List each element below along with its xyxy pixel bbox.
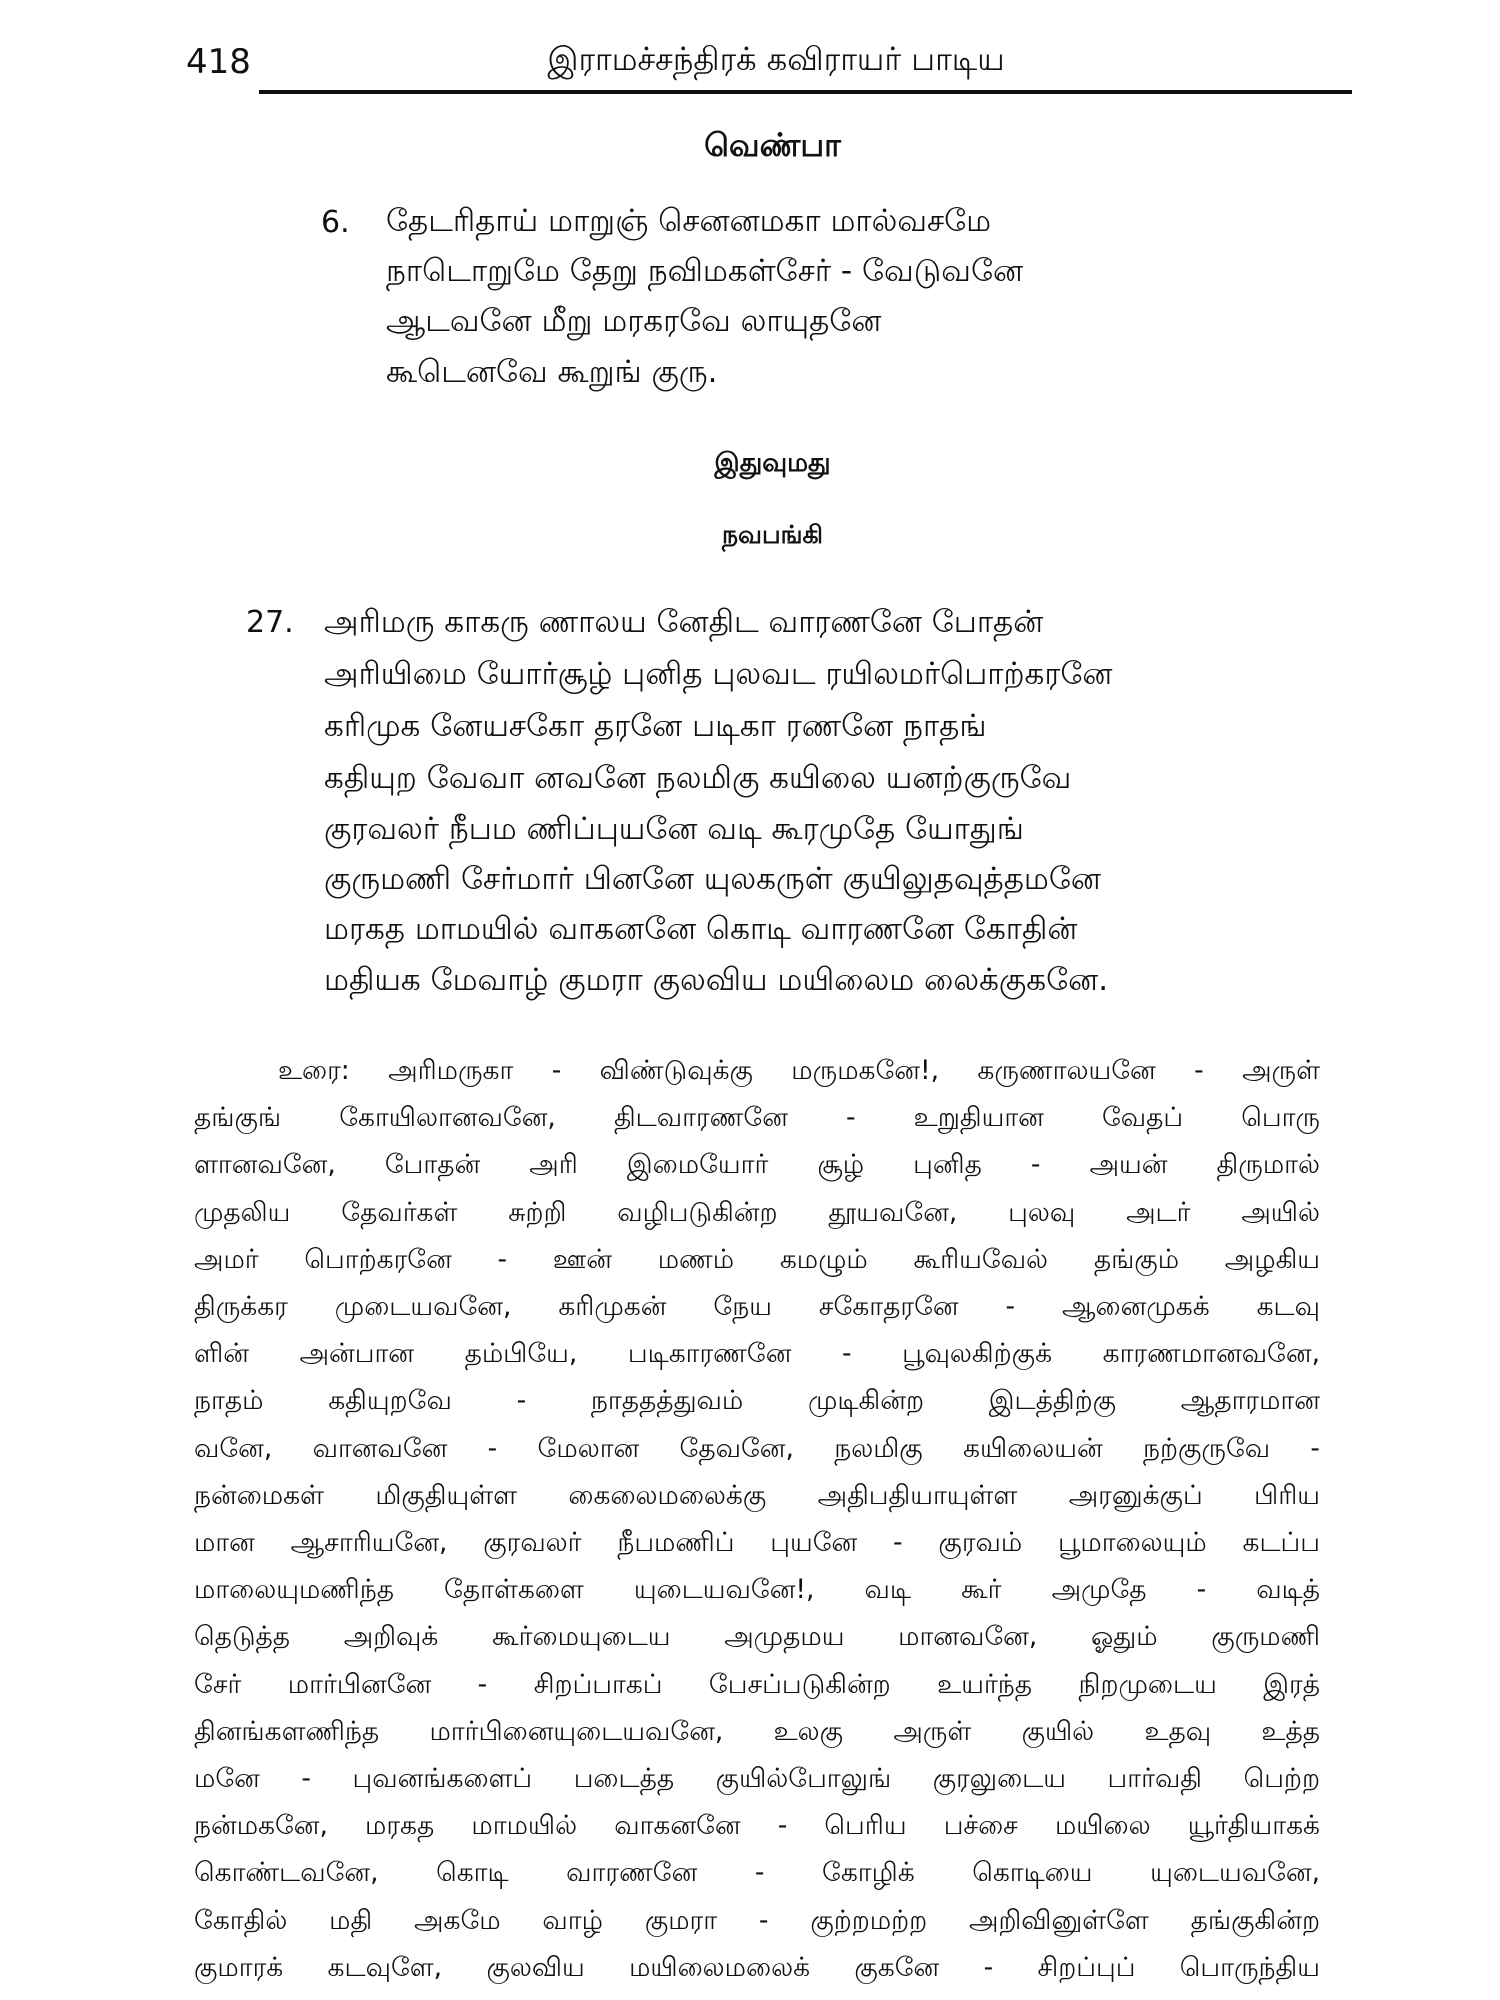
commentary-line: தங்குங் கோயிலானவனே, திடவாரணனே - உறுதியான வேதப் பொரு — [194, 1102, 1320, 1134]
running-title: இராமச்சந்திரக் கவிராயர் பாடிய — [547, 40, 1005, 78]
commentary-line: நாதம் கதியுறவே - நாததத்துவம் முடிகின்ற இடத்திற்கு ஆதாரமான — [194, 1385, 1320, 1417]
commentary-line: தெடுத்த அறிவுக் கூர்மையுடைய அமுதமய மானவனே, ஓதும் குருமணி — [194, 1621, 1320, 1653]
section-heading-venba: வெண்பா — [704, 126, 841, 164]
commentary-line: ளின் அன்பான தம்பியே, படிகாரணனே - பூவுலகிற்குக் காரணமானவனே, — [194, 1338, 1320, 1370]
verse-line: குருமணி சேர்மார் பினனே யுலகருள் குயிலுதவுத்தமனே — [324, 861, 1101, 897]
verse-line: அரிமரு காகரு ணாலய னேதிட வாரணனே போதன் — [324, 604, 1044, 640]
verse-line: மரகத மாமயில் வாகனனே கொடி வாரணனே கோதின் — [324, 911, 1078, 947]
commentary-line: உரை: அரிமருகா - விண்டுவுக்கு மருமகனே!, கருணாலயனே - அருள் — [278, 1055, 1320, 1086]
verse-line: கூடெனவே கூறுங் குரு. — [386, 354, 718, 390]
verse-number: 27. — [246, 605, 294, 640]
verse-line: அரியிமை யோர்சூழ் புனித புலவட ரயிலமர்பொற்கரனே — [324, 656, 1113, 692]
commentary-line: மனே - புவனங்களைப் படைத்த குயில்போலுங் குரலுடைய பார்வதி பெற்ற — [194, 1763, 1320, 1794]
header-rule — [259, 90, 1352, 94]
commentary-line: நன்மைகள் மிகுதியுள்ள கைலைமலைக்கு அதிபதியாயுள்ள அரனுக்குப் பிரிய — [194, 1479, 1320, 1511]
verse-line: கதியுற வேவா னவனே நலமிகு கயிலை யனற்குருவே — [324, 760, 1072, 796]
commentary-line: நன்மகனே, மரகத மாமயில் வாகனனே - பெரிய பச்சை மயிலை யூர்தியாகக் — [194, 1810, 1320, 1842]
page-number: 418 — [186, 42, 251, 82]
section-heading-idhuvumadhu: இதுவுமது — [714, 448, 831, 478]
commentary-line: மான ஆசாரியனே, குரவலர் நீபமணிப் புயனே - குரவம் பூமாலையும் கடப்ப — [194, 1527, 1320, 1558]
verse-line: மதியக மேவாழ் குமரா குலவிய மயிலைம லைக்குகனே. — [324, 962, 1109, 998]
commentary-line: ளானவனே, போதன் அரி இமையோர் சூழ் புனித - அயன் திருமால் — [194, 1149, 1320, 1181]
commentary-line: முதலிய தேவர்கள் சுற்றி வழிபடுகின்ற தூயவனே, புலவு அடர் அயில் — [194, 1196, 1320, 1228]
verse-line: குரவலர் நீபம ணிப்புயனே வடி கூரமுதே யோதுங் — [324, 811, 1024, 847]
commentary-line: கோதில் மதி அகமே வாழ் குமரா - குற்றமற்ற அறிவினுள்ளே தங்குகின்ற — [194, 1904, 1320, 1936]
commentary-line: மாலையுமணிந்த தோள்களை யுடையவனே!, வடி கூர் அமுதே - வடித் — [194, 1574, 1320, 1606]
verse-line: கரிமுக னேயசகோ தரனே படிகா ரணனே நாதங் — [324, 708, 987, 744]
verse-line: ஆடவனே மீறு மரகரவே லாயுதனே — [386, 303, 882, 339]
section-subheading-navabangi: நவபங்கி — [722, 520, 823, 549]
commentary-line: சேர் மார்பினனே - சிறப்பாகப் பேசப்படுகின்ற உயர்ந்த நிறமுடைய இரத் — [194, 1668, 1320, 1700]
verse-line: நாடொறுமே தேறு நவிமகள்சேர் - வேடுவனே — [386, 253, 1024, 289]
commentary-line: குமாரக் கடவுளே, குலவிய மயிலைமலைக் குகனே - சிறப்புப் பொருந்திய — [194, 1951, 1320, 1983]
commentary-line: தினங்களணிந்த மார்பினையுடையவனே, உலகு அருள் குயில் உதவு உத்த — [194, 1715, 1320, 1747]
commentary-line: அமர் பொற்கரனே - ஊன் மணம் கமழும் கூரியவேல் தங்கும் அழகிய — [194, 1243, 1320, 1275]
commentary-line: கொண்டவனே, கொடி வாரணனே - கோழிக் கொடியை யுடையவனே, — [194, 1857, 1320, 1889]
commentary-line: திருக்கர முடையவனே, கரிமுகன் நேய சகோதரனே - ஆனைமுகக் கடவு — [194, 1291, 1320, 1322]
commentary-line: வனே, வானவனே - மேலான தேவனே, நலமிகு கயிலையன் நற்குருவே - — [194, 1432, 1320, 1464]
verse-line: தேடரிதாய் மாறுஞ் செனனமகா மால்வசமே — [386, 203, 992, 239]
verse-number: 6. — [321, 205, 350, 240]
